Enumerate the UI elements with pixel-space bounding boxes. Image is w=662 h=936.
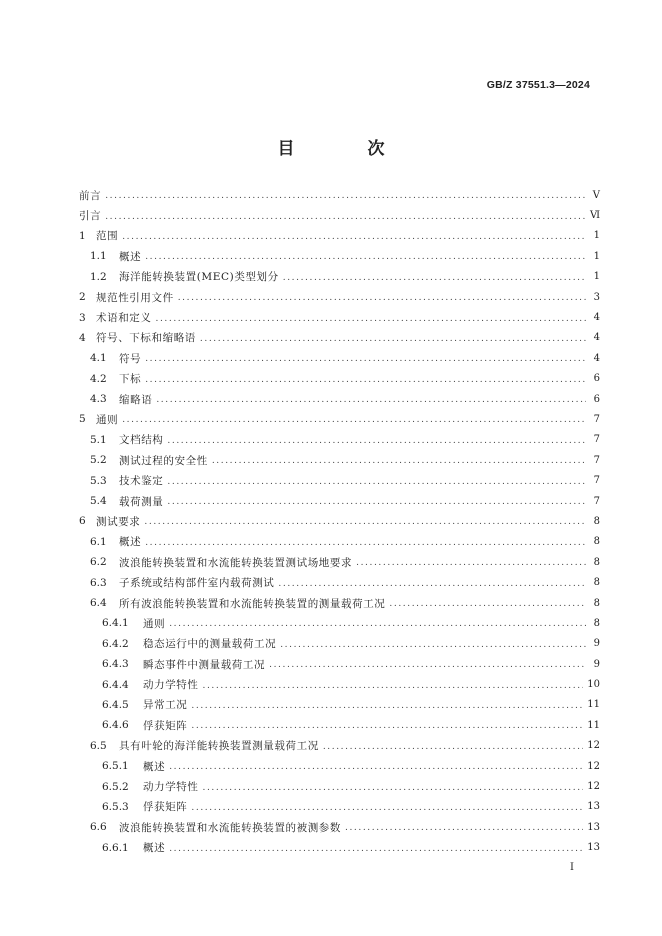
toc-dot-leader bbox=[283, 273, 586, 283]
toc-entry-number: 6.6.1 bbox=[102, 841, 129, 854]
toc-entry-page: 7 bbox=[593, 413, 600, 425]
toc-entry-page: 8 bbox=[593, 597, 600, 609]
toc-entry-title: 动力学特性 bbox=[143, 679, 199, 692]
toc-entry-number: 6.6 bbox=[90, 821, 107, 834]
toc-entry-title: 技术鉴定 bbox=[119, 475, 164, 488]
toc-entry-number: 6.1 bbox=[90, 535, 107, 548]
toc-dot-leader bbox=[212, 456, 586, 466]
toc-entry-number: 5.1 bbox=[90, 433, 107, 446]
toc-entry-number: 6.4 bbox=[90, 597, 107, 609]
page-number: Ⅰ bbox=[570, 862, 574, 873]
toc-entry-page: 10 bbox=[587, 679, 600, 691]
toc-dot-leader bbox=[105, 212, 586, 222]
toc-dot-leader bbox=[156, 395, 586, 405]
toc-entry[interactable] bbox=[79, 552, 600, 572]
toc-entry[interactable] bbox=[79, 715, 600, 735]
toc-entry-page: 8 bbox=[593, 536, 600, 548]
toc-dot-leader bbox=[200, 334, 586, 344]
toc-entry-page: 1 bbox=[593, 271, 600, 283]
toc-entry[interactable] bbox=[79, 246, 600, 266]
toc-entry-title: 文档结构 bbox=[119, 434, 164, 447]
toc-dot-leader bbox=[145, 252, 586, 262]
toc-entry-page: 11 bbox=[587, 719, 600, 731]
toc-entry-number: 6.4.5 bbox=[102, 698, 129, 711]
toc-entry[interactable] bbox=[79, 593, 600, 613]
toc-entry-title: 前言 bbox=[79, 189, 102, 202]
toc-entry[interactable] bbox=[79, 797, 600, 817]
toc-entry[interactable] bbox=[79, 287, 600, 307]
toc-entry-title: 波浪能转换装置和水流能转换装置的被测参数 bbox=[119, 821, 341, 834]
toc-entry[interactable] bbox=[79, 369, 600, 389]
toc-dot-leader bbox=[191, 803, 583, 813]
toc-entry-number: 4 bbox=[79, 331, 86, 344]
toc-entry-page: 6 bbox=[593, 393, 600, 405]
toc-dot-leader bbox=[269, 660, 586, 670]
toc-entry-number: 5 bbox=[79, 413, 86, 426]
toc-entry-page: 7 bbox=[593, 434, 600, 446]
toc-entry-page: Ⅵ bbox=[589, 210, 600, 222]
toc-dot-leader bbox=[323, 742, 583, 752]
toc-entry-page: 13 bbox=[587, 821, 600, 833]
toc-dot-leader bbox=[122, 415, 586, 425]
toc-entry[interactable] bbox=[79, 430, 600, 450]
toc-dot-leader bbox=[203, 783, 584, 793]
toc-entry[interactable] bbox=[79, 470, 600, 490]
toc-entry-title: 规范性引用文件 bbox=[96, 291, 174, 304]
toc-entry[interactable] bbox=[79, 634, 600, 654]
toc-entry-title: 载荷测量 bbox=[119, 495, 164, 508]
toc-entry-number: 3 bbox=[79, 311, 86, 324]
toc-entry[interactable] bbox=[79, 532, 600, 552]
toc-entry[interactable] bbox=[79, 185, 600, 205]
toc-entry-page: 7 bbox=[593, 475, 600, 487]
toc-entry-page: 6 bbox=[593, 373, 600, 385]
toc-entry-number: 5.4 bbox=[90, 495, 107, 508]
toc-entry-number: 6.4.6 bbox=[102, 719, 129, 732]
toc-entry-number: 6.4.2 bbox=[102, 637, 129, 650]
toc-entry-page: 13 bbox=[587, 801, 600, 813]
toc-entry-title: 术语和定义 bbox=[96, 312, 152, 325]
toc-entry-title: 概述 bbox=[119, 250, 142, 263]
toc-entry-title: 海洋能转换装置(MEC)类型划分 bbox=[119, 271, 279, 284]
toc-dot-leader bbox=[145, 375, 586, 385]
toc-dot-leader bbox=[178, 293, 586, 303]
toc-entry[interactable] bbox=[79, 409, 600, 429]
toc-dot-leader bbox=[280, 640, 586, 650]
toc-dot-leader bbox=[122, 232, 586, 242]
toc-entry[interactable] bbox=[79, 776, 600, 796]
toc-entry-number: 4.3 bbox=[90, 393, 107, 406]
toc-entry[interactable] bbox=[79, 674, 600, 694]
toc-entry-number: 6.2 bbox=[90, 556, 107, 569]
toc-entry-page: 11 bbox=[587, 699, 600, 711]
toc-entry-title: 下标 bbox=[119, 373, 142, 386]
toc-entry-number: 6.3 bbox=[90, 576, 107, 589]
standard-number: GB/Z 37551.3—2024 bbox=[486, 79, 590, 91]
toc-entry[interactable] bbox=[79, 654, 600, 674]
toc-entry-title: 测试要求 bbox=[96, 515, 141, 528]
toc-entry[interactable] bbox=[79, 450, 600, 470]
toc-dot-leader bbox=[345, 823, 583, 833]
toc-entry-page: 7 bbox=[593, 454, 600, 466]
toc-entry-title: 引言 bbox=[79, 210, 102, 223]
toc-dot-leader bbox=[145, 354, 586, 364]
toc-dot-leader bbox=[169, 619, 586, 629]
toc-dot-leader bbox=[169, 762, 583, 772]
toc-entry-page: 3 bbox=[593, 291, 600, 303]
toc-entry[interactable] bbox=[79, 736, 600, 756]
toc-entry-number: 1.1 bbox=[90, 250, 107, 263]
toc-entry-number: 4.1 bbox=[90, 352, 107, 365]
toc-dot-leader bbox=[356, 558, 586, 568]
toc-entry-page: 8 bbox=[593, 515, 600, 527]
toc-entry-number: 5.3 bbox=[90, 474, 107, 487]
toc-entry-title: 符号 bbox=[119, 352, 142, 365]
toc-entry-title: 范围 bbox=[96, 230, 119, 243]
toc-entry-number: 6 bbox=[79, 515, 86, 528]
toc-entry[interactable] bbox=[79, 491, 600, 511]
toc-entry-title: 具有叶轮的海洋能转换装置测量载荷工况 bbox=[119, 740, 319, 753]
toc-entry-title: 符号、下标和缩略语 bbox=[96, 332, 196, 345]
toc-entry-number: 6.4.1 bbox=[102, 617, 129, 630]
toc-entry[interactable] bbox=[79, 348, 600, 368]
toc-entry-number: 6.5.1 bbox=[102, 760, 129, 773]
toc-entry-page: 4 bbox=[593, 312, 600, 324]
toc-entry-title: 缩略语 bbox=[119, 393, 153, 406]
toc-entry-page: 8 bbox=[593, 577, 600, 589]
toc-entry-title: 概述 bbox=[143, 842, 166, 855]
toc-entry-title: 通则 bbox=[96, 413, 119, 426]
toc-entry[interactable] bbox=[79, 267, 600, 287]
toc-entry-title: 俘获矩阵 bbox=[143, 719, 188, 732]
toc-dot-leader bbox=[145, 538, 586, 548]
toc-entry-title: 波浪能转换装置和水流能转换装置测试场地要求 bbox=[119, 556, 353, 569]
toc-dot-leader bbox=[191, 701, 583, 711]
toc-entry-page: 4 bbox=[593, 352, 600, 364]
toc-entry-number: 6.5 bbox=[90, 739, 107, 752]
toc-dot-leader bbox=[203, 681, 584, 691]
toc-dot-leader bbox=[167, 497, 586, 507]
toc-entry[interactable] bbox=[79, 205, 600, 225]
toc-entry-title: 概述 bbox=[143, 760, 166, 773]
toc-entry-page: 13 bbox=[587, 842, 600, 854]
toc-dot-leader bbox=[167, 477, 586, 487]
toc-entry-page: 8 bbox=[593, 556, 600, 568]
toc-entry-number: 6.5.2 bbox=[102, 780, 129, 793]
toc-entry-page: Ⅴ bbox=[592, 189, 600, 201]
toc-entry-number: 1.2 bbox=[90, 270, 107, 283]
toc-entry[interactable] bbox=[79, 838, 600, 858]
toc-entry-number: 4.2 bbox=[90, 372, 107, 385]
toc-entry-number: 1 bbox=[79, 229, 86, 242]
toc-dot-leader bbox=[156, 314, 587, 324]
toc-dot-leader bbox=[105, 191, 586, 201]
toc-entry-page: 9 bbox=[593, 638, 600, 650]
toc-entry-page: 8 bbox=[593, 617, 600, 629]
toc-entry-title: 子系统或结构部件室内载荷测试 bbox=[119, 577, 275, 590]
toc-dot-leader bbox=[191, 721, 583, 731]
toc-entry-title: 通则 bbox=[143, 617, 166, 630]
toc-entry-title: 概述 bbox=[119, 536, 142, 549]
toc-dot-leader bbox=[169, 844, 583, 854]
page-title: 目 次 bbox=[277, 139, 413, 159]
toc-entry-title: 动力学特性 bbox=[143, 781, 199, 794]
toc-entry[interactable] bbox=[79, 613, 600, 633]
toc-entry-number: 6.4.3 bbox=[102, 658, 129, 671]
toc-entry-title: 俘获矩阵 bbox=[143, 801, 188, 814]
toc-entry[interactable] bbox=[79, 756, 600, 776]
toc-entry-title: 瞬态事件中测量载荷工况 bbox=[143, 658, 266, 671]
toc-entry-page: 7 bbox=[593, 495, 600, 507]
toc-entry-page: 12 bbox=[587, 740, 600, 752]
toc-dot-leader bbox=[167, 436, 586, 446]
toc-dot-leader bbox=[278, 579, 586, 589]
toc-entry-page: 1 bbox=[593, 230, 600, 242]
toc-entry-number: 2 bbox=[79, 291, 86, 304]
toc-entry-number: 6.5.3 bbox=[102, 800, 129, 813]
toc-entry-page: 12 bbox=[587, 760, 600, 772]
toc-entry-number: 6.4.4 bbox=[102, 678, 129, 691]
toc-entry-title: 所有波浪能转换装置和水流能转换装置的测量载荷工况 bbox=[119, 597, 386, 610]
toc-entry[interactable] bbox=[79, 572, 600, 592]
toc-entry-page: 12 bbox=[587, 781, 600, 793]
toc-entry[interactable] bbox=[79, 389, 600, 409]
toc-entry-page: 1 bbox=[593, 250, 600, 262]
toc-entry-title: 测试过程的安全性 bbox=[119, 454, 208, 467]
toc-dot-leader bbox=[389, 599, 586, 609]
toc-entry[interactable] bbox=[79, 817, 600, 837]
toc-entry-number: 5.2 bbox=[90, 454, 107, 467]
toc-dot-leader bbox=[144, 517, 586, 527]
toc-entry[interactable] bbox=[79, 226, 600, 246]
toc-entry[interactable] bbox=[79, 511, 600, 531]
toc-entry-page: 4 bbox=[593, 332, 600, 344]
toc-entry-page: 9 bbox=[593, 658, 600, 670]
toc-entry-title: 稳态运行中的测量载荷工况 bbox=[143, 638, 277, 651]
toc-entry[interactable] bbox=[79, 307, 600, 327]
toc-entry[interactable] bbox=[79, 695, 600, 715]
toc-entry[interactable] bbox=[79, 328, 600, 348]
toc-entry-title: 异常工况 bbox=[143, 699, 188, 712]
table-of-contents bbox=[79, 185, 600, 858]
